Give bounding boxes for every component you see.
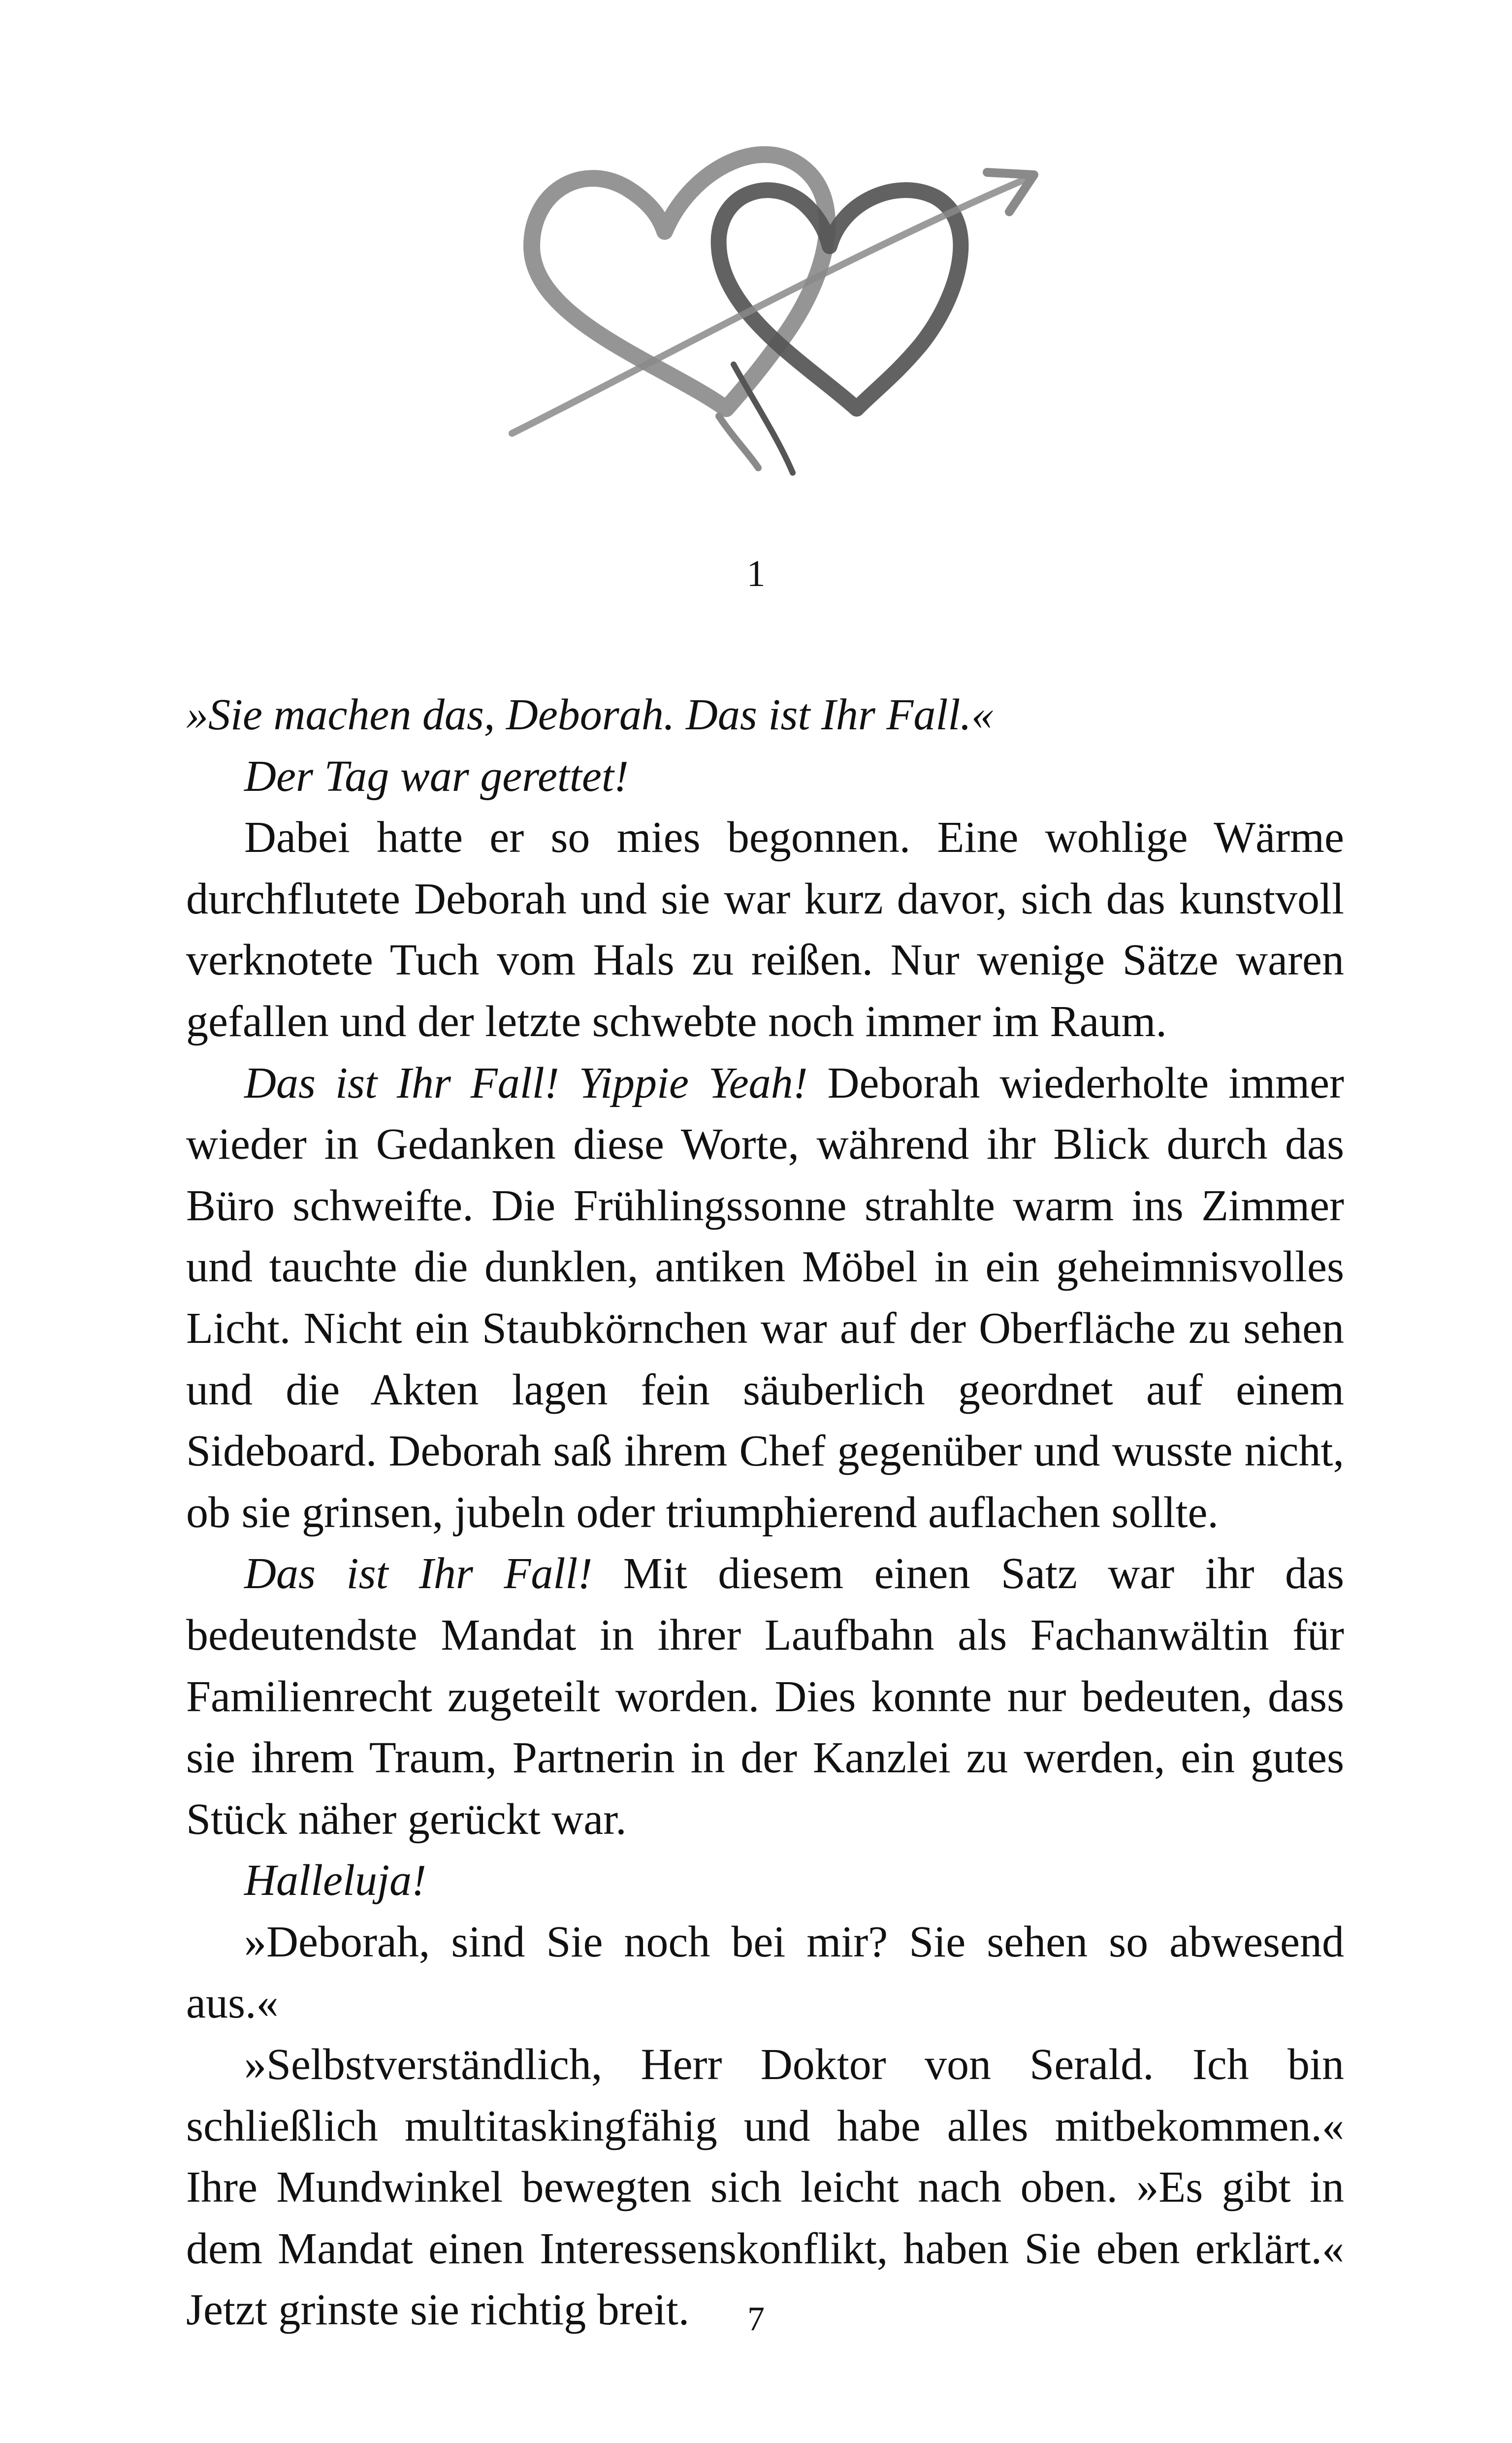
page-number: 7 bbox=[747, 2300, 765, 2338]
paragraph bbox=[186, 807, 1344, 1052]
chapter-text bbox=[186, 684, 1344, 2341]
chapter-number: 1 bbox=[746, 553, 766, 594]
paragraph bbox=[186, 746, 1344, 808]
italic-text-run: Das ist Ihr Fall! Yippie Yeah! bbox=[244, 1058, 808, 1107]
text-run: »Deborah, sind Sie noch bei mir? Sie sehen so abwesend aus.« bbox=[186, 1917, 1344, 2028]
paragraph bbox=[186, 1912, 1344, 2034]
paragraph bbox=[186, 1053, 1344, 1544]
text-run: Mit diesem einen Satz war ihr das bedeutendste Mandat in ihrer Laufbahn als Fachanwältin für Familienrecht zugeteilt worden. Dies konnte nur bedeuten, dass sie ihrem Traum, Partnerin in der Kanzlei zu werden, ein gutes Stück näher gerückt war. bbox=[186, 1549, 1344, 1844]
two-hearts-with-arrow-icon bbox=[502, 133, 1044, 488]
paragraph bbox=[186, 2034, 1344, 2341]
italic-text-run: Halleluja! bbox=[244, 1856, 426, 1905]
italic-text-run: Das ist Ihr Fall! bbox=[244, 1549, 593, 1598]
paragraph bbox=[186, 1543, 1344, 1850]
paragraph bbox=[186, 1850, 1344, 1912]
italic-text-run: Der Tag war gerettet! bbox=[244, 751, 629, 801]
paragraph bbox=[186, 684, 1344, 746]
text-run: »Selbstverständlich, Herr Doktor von Serald. Ich bin schließlich multitaskingfähig und habe alles mitbekommen.« Ihre Mundwinkel bewegten sich leicht nach oben. »Es gibt in dem Mandat einen Interessenskonflikt, haben Sie eben erklärt.« Jetzt grinste sie richtig breit. bbox=[186, 2040, 1344, 2335]
text-run: Dabei hatte er so mies begonnen. Eine wohlige Wärme durchflutete Deborah und sie war kurz davor, sich das kunstvoll verknotete Tuch vom Hals zu reißen. Nur wenige Sätze waren gefallen und der letzte schwebte noch immer im Raum. bbox=[186, 813, 1344, 1046]
italic-text-run: »Sie machen das, Deborah. Das ist Ihr Fall.« bbox=[186, 690, 994, 739]
text-run: Deborah wiederholte immer wieder in Gedanken diese Worte, während ihr Blick durch das Büro schweifte. Die Frühlingssonne strahlte warm ins Zimmer und tauchte die dunklen, antiken Möbel in ein geheimnisvolles Licht. Nicht ein Staubkörnchen war auf der Oberfläche zu sehen und die Akten lagen fein säuberlich geordnet auf einem Sideboard. Deborah saß ihrem Chef gegenüber und wusste nicht, ob sie grinsen, jubeln oder triumphierend auflachen sollte. bbox=[186, 1058, 1345, 1537]
